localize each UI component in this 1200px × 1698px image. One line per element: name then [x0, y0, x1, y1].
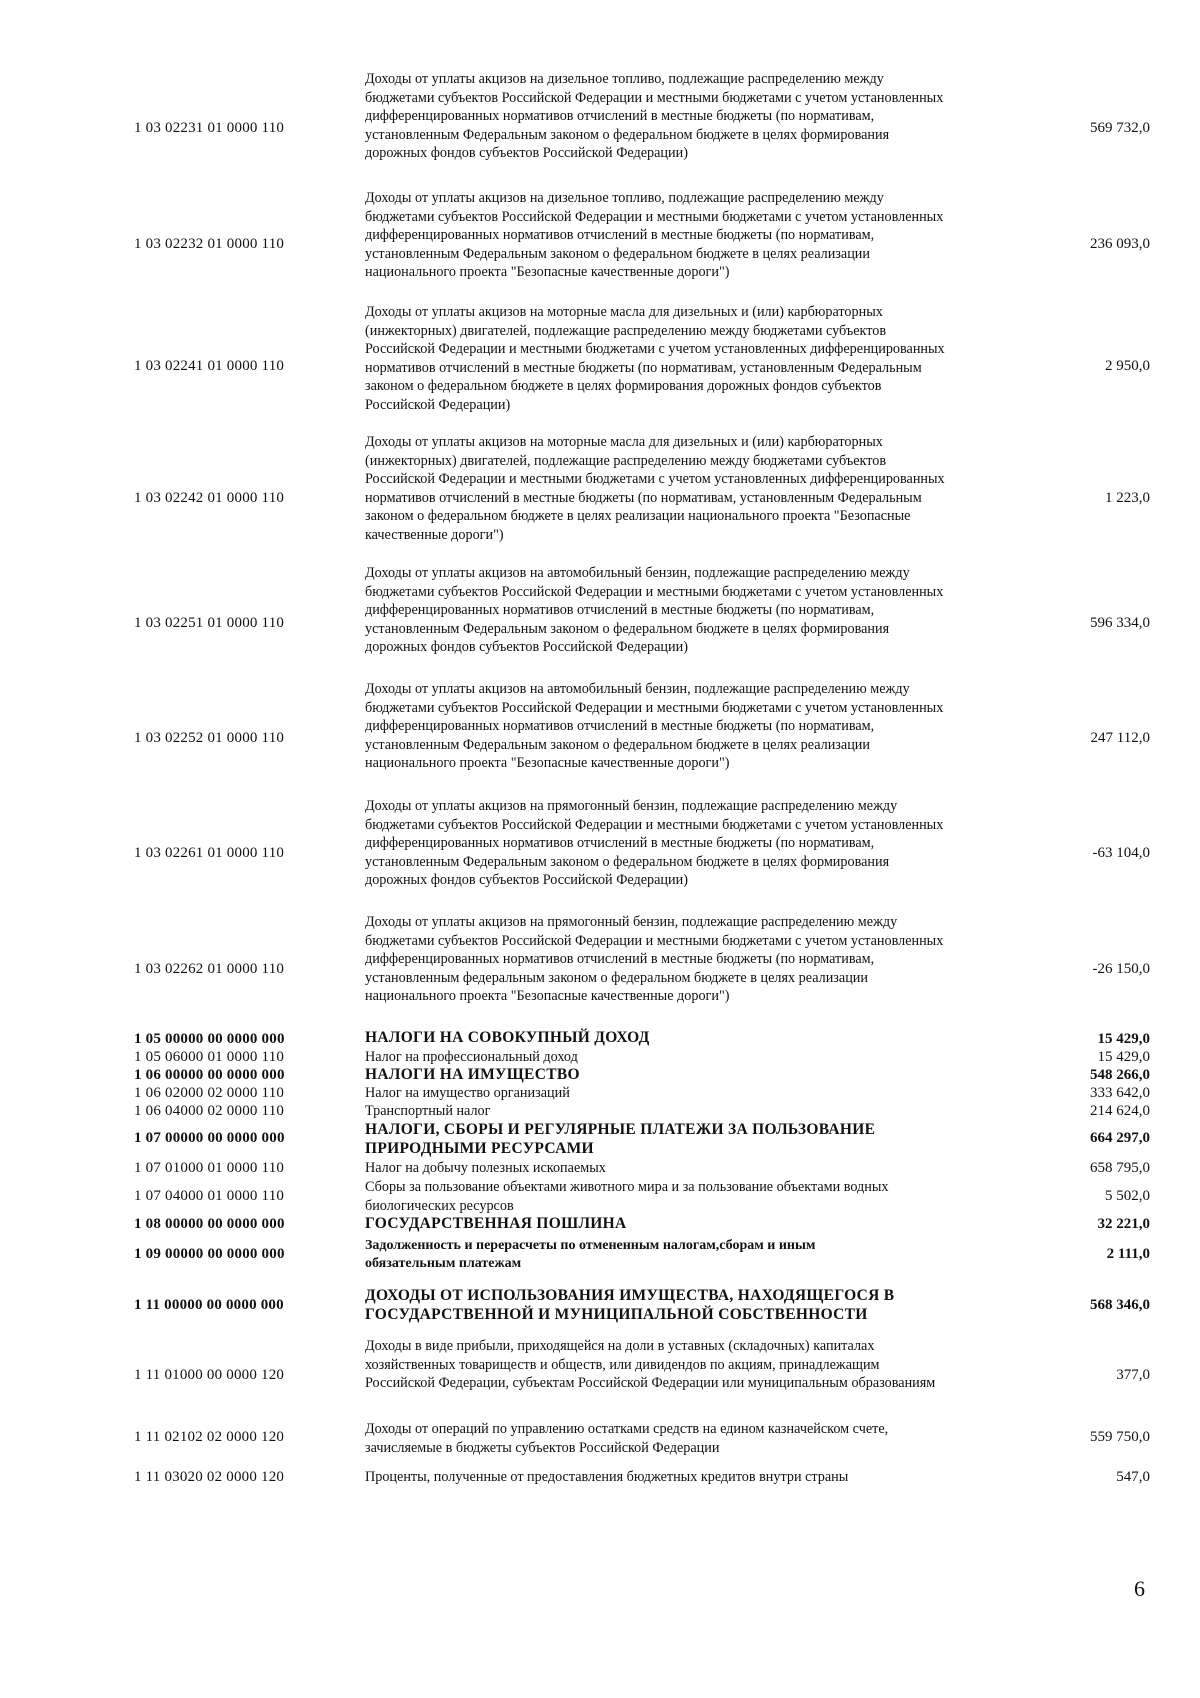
page-number: 6	[1134, 1576, 1145, 1601]
row-amount: 377,0	[1116, 1367, 1150, 1383]
row-description: Налог на имущество организаций	[365, 1085, 570, 1101]
row-amount: 333 642,0	[1090, 1085, 1150, 1101]
budget-code: 1 07 01000 01 0000 110	[134, 1160, 285, 1176]
budget-code: 1 03 02251 01 0000 110	[134, 615, 285, 631]
row-description: Налог на профессиональный доход	[365, 1049, 578, 1065]
row-description: Доходы от уплаты акцизов на прямогонный бензин, подлежащие распределению между бюджетами субъектов Российской Федерации и местными бюджетами с учетом установленных дифференцированных нормативов отчислений в местные бюджеты (по нормативам, установленным федеральным законом о федеральном бюджете в целях реализации национального проекта "Безопасные качественные дороги")	[365, 914, 944, 1005]
row-description: ГОСУДАРСТВЕННАЯ ПОШЛИНА	[365, 1215, 627, 1232]
row-amount: 236 093,0	[1090, 236, 1150, 252]
budget-code: 1 03 02252 01 0000 110	[134, 730, 285, 746]
row-amount: 559 750,0	[1090, 1429, 1150, 1445]
row-description: Доходы от уплаты акцизов на дизельное топливо, подлежащие распределению между бюджетами субъектов Российской Федерации и местными бюджетами с учетом установленных дифференцированных нормативов отчислений в местные бюджеты (по нормативам, установленным Федеральным законом о федеральном бюджете в целях реализации национального проекта "Безопасные качественные дороги")	[365, 190, 944, 281]
row-description: ДОХОДЫ ОТ ИСПОЛЬЗОВАНИЯ ИМУЩЕСТВА, НАХОДЯЩЕГОСЯ В ГОСУДАРСТВЕННОЙ И МУНИЦИПАЛЬНОЙ СОБСТВЕННОСТИ	[365, 1287, 895, 1323]
row-description: Доходы в виде прибыли, приходящейся на доли в уставных (складочных) капиталах хозяйственных товариществ и обществ, или дивидендов по акциям, принадлежащим Российской Федерации, субъектам Российской Федерации или муниципальным образованиям	[365, 1338, 936, 1392]
budget-code: 1 03 02232 01 0000 110	[134, 236, 285, 252]
budget-code: 1 05 00000 00 0000 000	[134, 1031, 285, 1047]
row-description: НАЛОГИ, СБОРЫ И РЕГУЛЯРНЫЕ ПЛАТЕЖИ ЗА ПОЛЬЗОВАНИЕ ПРИРОДНЫМИ РЕСУРСАМИ	[365, 1121, 876, 1157]
row-amount: 658 795,0	[1090, 1160, 1150, 1176]
budget-code: 1 11 01000 00 0000 120	[134, 1367, 285, 1383]
row-amount: 214 624,0	[1090, 1103, 1150, 1119]
row-description: Проценты, полученные от предоставления бюджетных кредитов внутри страны	[365, 1469, 849, 1485]
row-amount: 664 297,0	[1090, 1130, 1150, 1146]
row-description: Доходы от уплаты акцизов на дизельное топливо, подлежащие распределению между бюджетами субъектов Российской Федерации и местными бюджетами с учетом установленных дифференцированных нормативов отчислений в местные бюджеты (по нормативам, установленным Федеральным законом о федеральном бюджете в целях формирования дорожных фондов субъектов Российской Федерации)	[365, 71, 944, 162]
budget-code: 1 09 00000 00 0000 000	[134, 1246, 285, 1262]
row-amount: 5 502,0	[1105, 1188, 1150, 1204]
row-amount: 596 334,0	[1090, 615, 1150, 631]
row-description: Транспортный налог	[365, 1103, 491, 1119]
row-description: Сборы за пользование объектами животного мира и за пользование объектами водных биологических ресурсов	[365, 1179, 889, 1214]
budget-code: 1 03 02242 01 0000 110	[134, 490, 285, 506]
row-description: Налог на добычу полезных ископаемых	[365, 1160, 606, 1176]
budget-code: 1 11 02102 02 0000 120	[134, 1429, 285, 1445]
row-amount: 32 221,0	[1097, 1216, 1150, 1232]
budget-code: 1 03 02262 01 0000 110	[134, 961, 285, 977]
budget-code: 1 03 02241 01 0000 110	[134, 358, 285, 374]
budget-code: 1 06 00000 00 0000 000	[134, 1067, 285, 1083]
budget-code: 1 11 03020 02 0000 120	[134, 1469, 285, 1485]
row-amount: 15 429,0	[1097, 1031, 1150, 1047]
budget-code: 1 07 00000 00 0000 000	[134, 1130, 285, 1146]
row-amount: 547,0	[1116, 1469, 1150, 1485]
row-description: Доходы от уплаты акцизов на моторные масла для дизельных и (или) карбюраторных (инжекторных) двигателей, подлежащие распределению между бюджетами субъектов Российской Федерации и местными бюджетами с учетом установленных дифференцированных нормативов отчислений в местные бюджеты (по нормативам, установленным Федеральным законом о федеральном бюджете в целях реализации национального проекта "Безопасные качественные дороги")	[365, 434, 945, 543]
row-description: Доходы от уплаты акцизов на автомобильный бензин, подлежащие распределению между бюджетами субъектов Российской Федерации и местными бюджетами с учетом установленных дифференцированных нормативов отчислений в местные бюджеты (по нормативам, установленным Федеральным законом о федеральном бюджете в целях реализации национального проекта "Безопасные качественные дороги")	[365, 681, 944, 772]
row-description: Доходы от операций по управлению остатками средств на едином казначейском счете, зачисляемые в бюджеты субъектов Российской Федерации	[365, 1421, 889, 1456]
row-amount: 2 950,0	[1105, 358, 1150, 374]
row-amount: 247 112,0	[1090, 730, 1150, 746]
row-description: НАЛОГИ НА СОВОКУПНЫЙ ДОХОД	[365, 1029, 650, 1046]
budget-code: 1 08 00000 00 0000 000	[134, 1216, 285, 1232]
row-amount: 15 429,0	[1097, 1049, 1150, 1065]
budget-code: 1 06 02000 02 0000 110	[134, 1085, 285, 1101]
budget-code: 1 03 02231 01 0000 110	[134, 120, 285, 136]
budget-code: 1 06 04000 02 0000 110	[134, 1103, 285, 1119]
budget-code: 1 03 02261 01 0000 110	[134, 845, 285, 861]
budget-code: 1 11 00000 00 0000 000	[134, 1297, 284, 1313]
row-amount: 1 223,0	[1105, 490, 1150, 506]
row-amount: -26 150,0	[1092, 961, 1150, 977]
row-amount: 569 732,0	[1090, 120, 1150, 136]
row-amount: 548 266,0	[1090, 1067, 1150, 1083]
row-description: Доходы от уплаты акцизов на автомобильный бензин, подлежащие распределению между бюджетами субъектов Российской Федерации и местными бюджетами с учетом установленных дифференцированных нормативов отчислений в местные бюджеты (по нормативам, установленным Федеральным законом о федеральном бюджете в целях формирования дорожных фондов субъектов Российской Федерации)	[365, 565, 944, 656]
row-description: Доходы от уплаты акцизов на моторные масла для дизельных и (или) карбюраторных (инжекторных) двигателей, подлежащие распределению между бюджетами субъектов Российской Федерации и местными бюджетами с учетом установленных дифференцированных нормативов отчислений в местные бюджеты (по нормативам, установленным Федеральным законом о федеральном бюджете в целях формирования дорожных фондов субъектов Российской Федерации)	[365, 304, 945, 413]
row-amount: -63 104,0	[1092, 845, 1150, 861]
row-amount: 2 111,0	[1106, 1246, 1150, 1262]
budget-code: 1 05 06000 01 0000 110	[134, 1049, 285, 1065]
budget-code: 1 07 04000 01 0000 110	[134, 1188, 285, 1204]
row-description: Доходы от уплаты акцизов на прямогонный бензин, подлежащие распределению между бюджетами субъектов Российской Федерации и местными бюджетами с учетом установленных дифференцированных нормативов отчислений в местные бюджеты (по нормативам, установленным Федеральным законом о федеральном бюджете в целях формирования дорожных фондов субъектов Российской Федерации)	[365, 798, 944, 889]
row-description: НАЛОГИ НА ИМУЩЕСТВО	[365, 1066, 580, 1083]
row-amount: 568 346,0	[1090, 1297, 1150, 1313]
row-description: Задолженность и перерасчеты по отмененным налогам,сборам и иным обязательным платежам	[365, 1238, 816, 1271]
